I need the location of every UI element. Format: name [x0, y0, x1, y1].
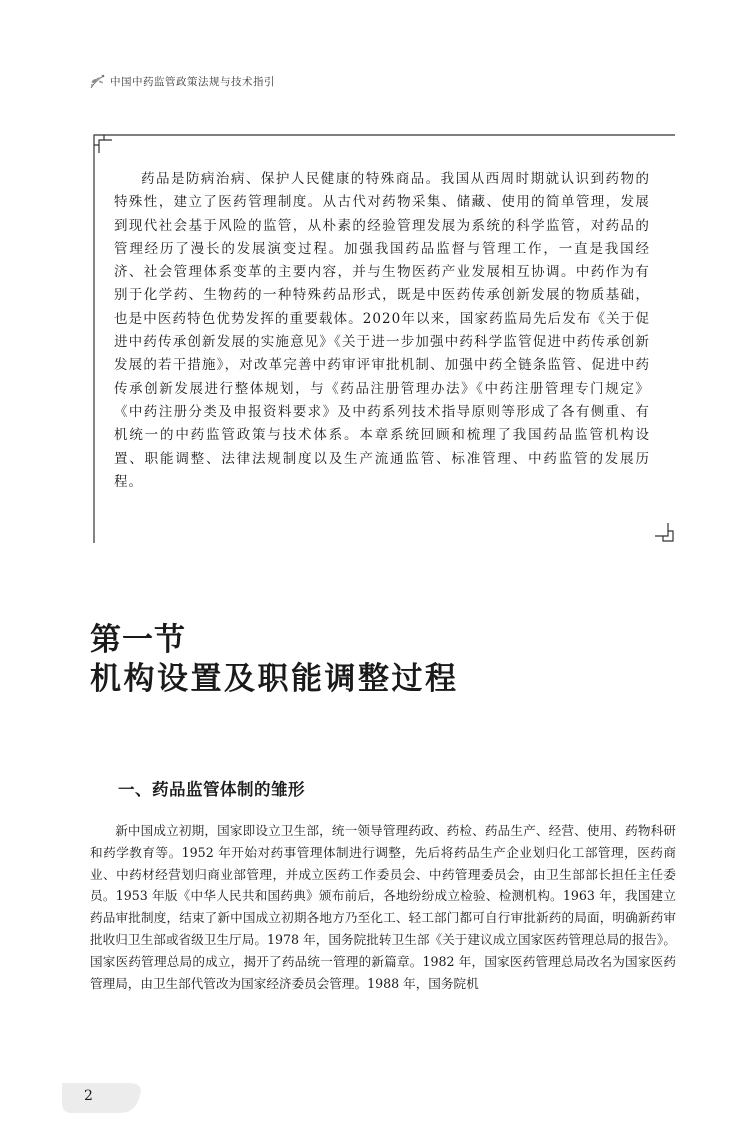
section-title: 机构设置及职能调整过程 [90, 661, 459, 697]
page-number-tab [62, 1083, 144, 1113]
subsection-heading: 一、药品监管体制的雏形 [118, 780, 305, 799]
running-header [88, 71, 275, 91]
plant-sprig-icon [88, 71, 108, 91]
body-paragraph: 新中国成立初期，国家即设立卫生部，统一领导管理药政、药检、药品生产、经营、使用、药物科研和药学教育等。1952 年开始对药事管理体制进行调整，先后将药品生产企业划归化工部管理，医药商业、中药材经营划归商业部管理，并成立医药工作委员会、中药管理委员会，由卫生部部长担任主任委员。1953 年版《中华人民共和国药典》颁布前后，各地纷纷成立检验、检测机构。1963 年，我国建立药品审批制度，结束了新中国成立初期各地方乃至化工、轻工部门都可自行审批新药的局面，明确新药审批收归卫生部或省级卫生厅局。1978 年，国务院批转卫生部《关于建议成立国家医药管理总局的报告》。国家医药管理总局的成立，揭开了药品统一管理的新篇章。1982 年，国家医药管理总局改名为国家医药管理局，由卫生部代管改为国家经济委员会管理。1988 年，国务院机 [90, 823, 676, 991]
chapter-abstract: 药品是防病治病、保护人民健康的特殊商品。我国从西周时期就认识到药物的特殊性，建立了医药管理制度。从古代对药物采集、储藏、使用的简单管理，发展到现代社会基于风险的监管，从朴素的经验管理发展为系统的科学监管，对药品的管理经历了漫长的发展演变过程。加强我国药品监督与管理工作，一直是我国经济、社会管理体系变革的主要内容，并与生物医药产业发展相互协调。中药作为有别于化学药、生物药的一种特殊药品形式，既是中医药传承创新发展的物质基础，也是中医药特色优势发挥的重要载体。2020年以来，国家药监局先后发布《关于促进中药传承创新发展的实施意见》《关于进一步加强中药科学监管促进中药传承创新发展的若干措施》，对改革完善中药审评审批机制、加强中药全链条监管、促进中药传承创新发展进行整体规划，与《药品注册管理办法》《中药注册管理专门规定》《中药注册分类及申报资料要求》及中药系列技术指导原则等形成了各有侧重、有机统一的中药监管政策与技术体系。本章系统回顾和梳理了我国药品监管机构设置、职能调整、法律法规制度以及生产流通监管、标准管理、中药监管的发展历程。 [114, 171, 650, 490]
running-header-title: 中国中药监管政策法规与技术指引 [110, 75, 275, 88]
page-number: 2 [84, 1088, 93, 1104]
section-number: 第一节 [90, 622, 186, 658]
